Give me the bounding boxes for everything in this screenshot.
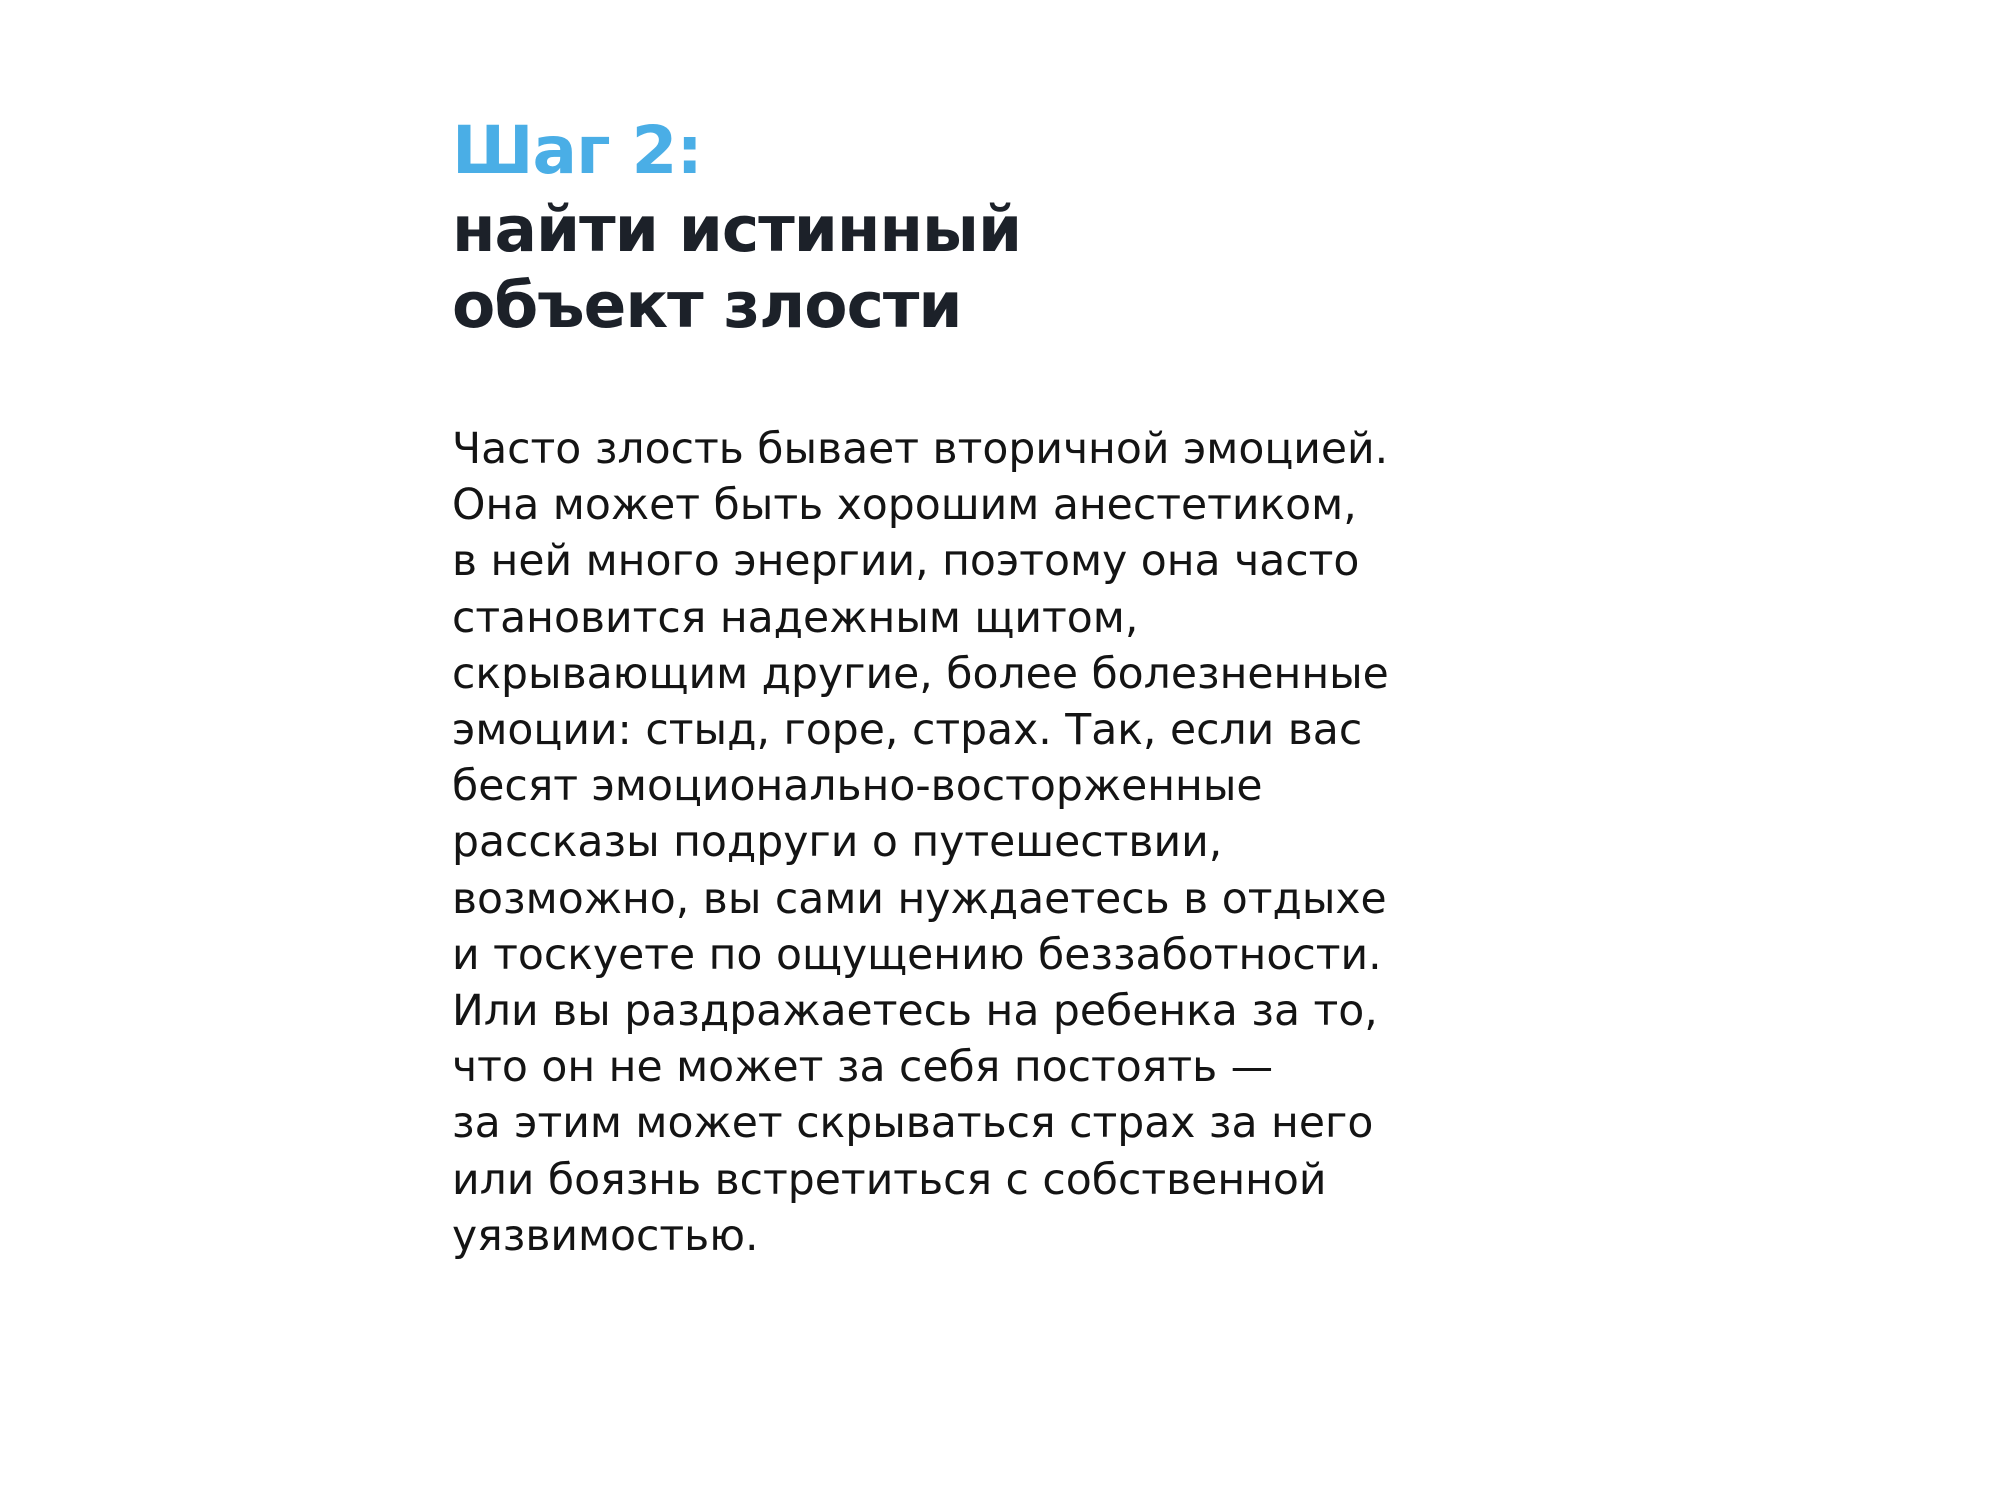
body-line: Часто злость бывает вторичной эмоцией. xyxy=(452,425,1389,474)
body-line: Она может быть хорошим анестетиком, xyxy=(452,481,1357,531)
heading-line: найти истинный xyxy=(452,193,1022,266)
body-line: скрывающим другие, более болезненные xyxy=(452,649,1389,699)
body-line: и тоскуете по ощущению беззаботности. xyxy=(452,930,1382,980)
body-line: рассказы подруги о путешествии, xyxy=(452,818,1223,868)
body-line: эмоции: стыд, горе, страх. Так, если вас xyxy=(452,706,1363,756)
slide-content xyxy=(452,110,1572,1265)
body-line: в ней много энергии, поэтому она часто xyxy=(452,537,1360,587)
body-line: возможно, вы сами нуждаетесь в отдыхе xyxy=(452,874,1387,924)
slide-heading xyxy=(452,192,1572,344)
body-paragraph xyxy=(452,422,1572,1265)
body-line: становится надежным щитом, xyxy=(452,593,1139,643)
step-label: Шаг 2: xyxy=(452,112,702,189)
body-line: Или вы раздражаетесь на ребенка за то, xyxy=(452,987,1378,1037)
body-line: уязвимостью. xyxy=(452,1211,759,1261)
body-line: что он не может за себя постоять — xyxy=(452,1043,1274,1093)
heading-line: объект злости xyxy=(452,269,962,342)
body-line: или боязнь встретиться с собственной xyxy=(452,1155,1327,1205)
body-line: за этим может скрываться страх за него xyxy=(452,1099,1374,1149)
body-line: бесят эмоционально-восторженные xyxy=(452,762,1263,812)
